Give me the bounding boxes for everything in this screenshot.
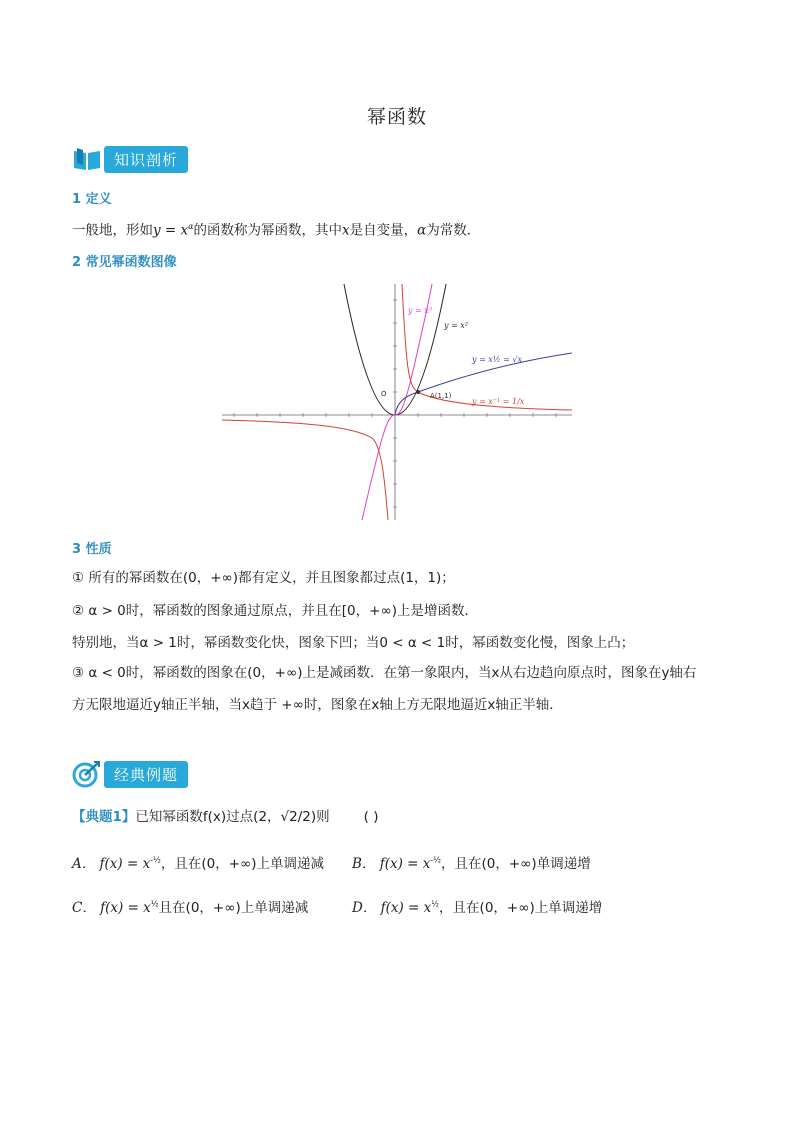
option-d[interactable] — [352, 896, 602, 916]
origin-label: O — [381, 390, 387, 398]
label-x-squared: y = x² — [444, 321, 469, 330]
graph-heading: 2 常见幂函数图像 — [72, 255, 177, 270]
label-sqrt-x: y = x½ = √x — [472, 355, 522, 364]
def-text-b: 的函数称为幂函数，其中 — [193, 222, 343, 239]
option-d-func: f(x) = x — [380, 900, 432, 916]
def-alpha: α — [417, 222, 427, 239]
point-a-label: A(1,1) — [430, 392, 452, 400]
option-a-text: ，且在(0，+∞)上单调递减 — [160, 856, 325, 872]
point-a — [416, 390, 420, 394]
book-icon — [72, 145, 102, 173]
power-function-graph — [222, 284, 572, 520]
label-x-cubed: y = x³ — [408, 306, 433, 315]
option-d-exp: ½ — [431, 899, 440, 909]
curve-inverse-right — [402, 284, 572, 410]
property-3: ③ α < 0时，幂函数的图象在(0，+∞)上是减函数．在第一象限内，当x从右边趋向原点时，图象在y轴右 — [72, 665, 697, 681]
curve-inverse-left — [222, 420, 388, 520]
answer-paren: ( ) — [363, 809, 379, 825]
property-3-cont: 方无限地逼近y轴正半轴，当x趋于 +∞时，图象在x轴上方无限地逼近x轴正半轴． — [72, 697, 563, 713]
option-b-text: ，且在(0，+∞)单调递增 — [441, 856, 591, 872]
def-formula: y = x — [153, 222, 189, 239]
option-a-func: f(x) = x — [99, 856, 151, 872]
knowledge-banner — [72, 145, 188, 173]
property-1: ① 所有的幂函数在(0，+∞)都有定义，并且图象都过点(1，1)； — [72, 570, 455, 586]
option-c-exp: ½ — [150, 899, 159, 909]
option-a-exp: -½ — [150, 855, 161, 865]
option-c-text: 且在(0，+∞)上单调递减 — [158, 900, 309, 916]
page-title: 幂函数 — [366, 106, 427, 128]
option-b[interactable] — [352, 852, 591, 872]
example-stem: 已知幂函数f(x)过点(2，√2/2)则 — [135, 809, 330, 825]
definition-text — [72, 218, 480, 240]
def-exp: α — [188, 222, 194, 231]
example-tag: 【典题1】 — [72, 809, 136, 825]
def-text-a: 一般地，形如 — [72, 222, 153, 239]
option-a-letter: A． — [72, 856, 96, 872]
definition-heading: 1 定义 — [72, 192, 112, 207]
examples-label: 经典例题 — [104, 761, 188, 788]
option-d-letter: D． — [352, 900, 377, 916]
option-c[interactable] — [72, 896, 308, 916]
def-text-d: 为常数． — [426, 222, 481, 239]
example-1-stem — [72, 808, 378, 826]
option-b-exp: -½ — [430, 855, 442, 865]
option-a[interactable] — [72, 852, 324, 872]
option-d-text: ，且在(0，+∞)上单调递增 — [439, 900, 603, 916]
label-inverse: y = x⁻¹ = 1/x — [472, 397, 525, 406]
property-2: ② α > 0时，幂函数的图象通过原点，并且在[0，+∞)上是增函数． — [72, 603, 478, 619]
option-c-func: f(x) = x — [100, 900, 151, 916]
examples-banner — [72, 760, 188, 788]
properties-heading: 3 性质 — [72, 542, 112, 557]
def-var: x — [342, 222, 350, 239]
def-text-c: 是自变量， — [349, 222, 418, 239]
option-b-letter: B． — [352, 856, 376, 872]
curve-x-cubed — [362, 284, 432, 520]
option-c-letter: C． — [72, 900, 96, 916]
property-2-note: 特别地，当α > 1时，幂函数变化快，图象下凹；当0 < α < 1时，幂函数变化慢，图象上凸； — [72, 635, 635, 651]
target-icon — [72, 760, 102, 788]
knowledge-label: 知识剖析 — [104, 146, 188, 173]
option-b-func: f(x) = x — [379, 856, 431, 872]
